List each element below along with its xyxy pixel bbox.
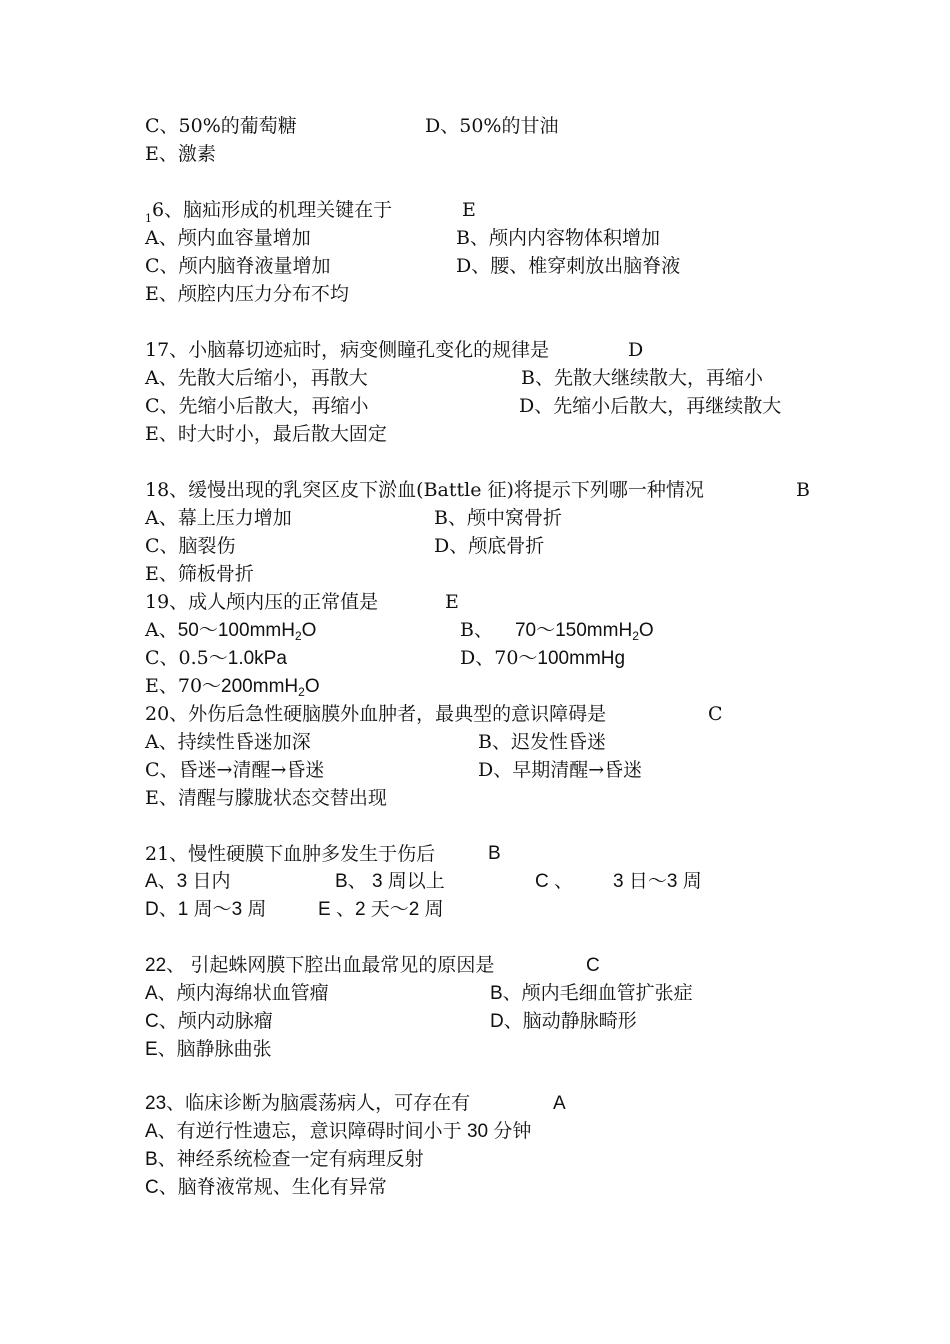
q19-option-a-value: 50～100mmH xyxy=(177,620,295,641)
q22-option-c: C、颅内动脉瘤 xyxy=(145,1011,273,1032)
q16-option-d: D、腰、椎穿刺放出脑脊液 xyxy=(456,255,681,277)
q20-option-c: C、昏迷→清醒→昏迷 xyxy=(145,759,325,781)
q16-option-c: C、颅内脑脊液量增加 xyxy=(145,255,331,277)
q19-option-d xyxy=(460,644,625,672)
q16-stem-text: 6、脑疝形成的机理关键在于 xyxy=(152,199,393,221)
q19-option-d-label: D、70～ xyxy=(460,647,538,669)
q15-option-c: C、50%的葡萄糖 xyxy=(145,115,297,137)
q18-answer: B xyxy=(796,479,810,501)
q22-option-d: D、脑动静脉畸形 xyxy=(490,1011,637,1032)
q17-option-c: C、先缩小后散大，再缩小 xyxy=(145,395,369,417)
q20-option-b: B、迟发性昏迷 xyxy=(478,731,606,753)
q21-option-e: E 、2 天～2 周 xyxy=(318,899,444,920)
q17-option-e: E、时大时小，最后散大固定 xyxy=(145,423,387,445)
q22-option-b: B、颅内毛细血管扩张症 xyxy=(490,983,693,1004)
q17-option-d: D、先缩小后散大，再继续散大 xyxy=(519,395,782,417)
q23-stem: 23、临床诊断为脑震荡病人，可存在有 xyxy=(145,1093,471,1114)
q20-answer: C xyxy=(708,703,723,725)
q18-option-b: B、颅中窝骨折 xyxy=(434,507,562,529)
q21-answer: B xyxy=(488,843,501,864)
q16-stem xyxy=(145,196,392,224)
q19-option-e-tail: O xyxy=(304,676,320,697)
q19-option-b-label: B、 xyxy=(460,619,493,641)
q19-option-c-label: C、0.5～ xyxy=(145,647,228,669)
q19-option-c xyxy=(145,644,287,672)
q19-option-e-value: 200mmH xyxy=(221,676,299,697)
q17-answer: D xyxy=(628,339,644,361)
q21-stem: 21、慢性硬膜下血肿多发生于伤后 xyxy=(145,843,436,865)
q17-stem: 17、小脑幕切迹疝时，病变侧瞳孔变化的规律是 xyxy=(145,339,550,361)
q19-option-b xyxy=(460,616,654,644)
q19-option-a-label: A、 xyxy=(145,619,178,641)
q20-option-e: E、清醒与朦胧状态交替出现 xyxy=(145,787,387,809)
q19-option-b-subscript: 2 xyxy=(632,629,639,643)
q18-option-a: A、幕上压力增加 xyxy=(145,507,292,529)
q19-option-b-value: 70～150mmH xyxy=(514,620,633,641)
q19-option-a-subscript: 2 xyxy=(294,629,302,643)
q16-answer: E xyxy=(462,199,476,221)
q19-option-e-subscript: 2 xyxy=(298,685,305,699)
q21-option-c xyxy=(535,868,702,896)
q21-option-a: A、3 日内 xyxy=(145,871,231,892)
q19-option-a-tail: O xyxy=(301,620,317,641)
q18-stem: 18、缓慢出现的乳突区皮下淤血(Battle 征)将提示下列哪一种情况 xyxy=(145,479,704,501)
q19-option-a xyxy=(145,616,316,644)
q20-option-d: D、早期清醒→昏迷 xyxy=(478,759,643,781)
q19-option-e xyxy=(145,672,320,700)
q19-option-b-tail: O xyxy=(638,620,654,641)
q19-stem: 19、成人颅内压的正常值是 xyxy=(145,591,379,613)
q19-option-d-value: 100mmHg xyxy=(537,648,626,669)
q19-option-e-label: E、70～ xyxy=(145,675,222,697)
q15-option-e: E、激素 xyxy=(145,143,216,165)
q15-option-d: D、50%的甘油 xyxy=(425,115,559,137)
q16-option-e: E、颅腔内压力分布不均 xyxy=(145,283,349,305)
q22-stem: 22、 引起蛛网膜下腔出血最常见的原因是 xyxy=(145,955,495,976)
q19-answer: E xyxy=(445,591,459,613)
q16-option-a: A、颅内血容量增加 xyxy=(145,227,311,249)
q21-option-d: D、1 周～3 周 xyxy=(145,899,267,920)
q22-option-a: A、颅内海绵状血管瘤 xyxy=(145,983,329,1004)
q16-option-b: B、颅内内容物体积增加 xyxy=(456,227,660,249)
q18-option-d: D、颅底骨折 xyxy=(434,535,545,557)
q22-answer: C xyxy=(586,955,600,976)
q16-number-prefix: 1 xyxy=(145,212,152,225)
q23-option-a: A、有逆行性遗忘，意识障碍时间小于 30 分钟 xyxy=(145,1121,532,1142)
q23-option-c: C、脑脊液常规、生化有异常 xyxy=(145,1177,387,1198)
q18-option-c: C、脑裂伤 xyxy=(145,535,236,557)
q22-option-e: E、脑静脉曲张 xyxy=(145,1039,272,1060)
q20-stem: 20、外伤后急性硬脑膜外血肿者，最典型的意识障碍是 xyxy=(145,703,607,725)
q19-option-c-value: 1.0kPa xyxy=(227,648,287,669)
q21-option-c-value: 3 日～3 周 xyxy=(613,871,702,892)
q17-option-a: A、先散大后缩小，再散大 xyxy=(145,367,368,389)
q23-answer: A xyxy=(553,1093,566,1114)
q23-option-b: B、神经系统检查一定有病理反射 xyxy=(145,1149,424,1170)
q17-option-b: B、先散大继续散大，再缩小 xyxy=(521,367,763,389)
q18-option-e: E、筛板骨折 xyxy=(145,563,254,585)
q20-option-a: A、持续性昏迷加深 xyxy=(145,731,311,753)
q21-option-b: B、 3 周以上 xyxy=(335,871,445,892)
q21-option-c-label: C 、 xyxy=(535,871,574,892)
